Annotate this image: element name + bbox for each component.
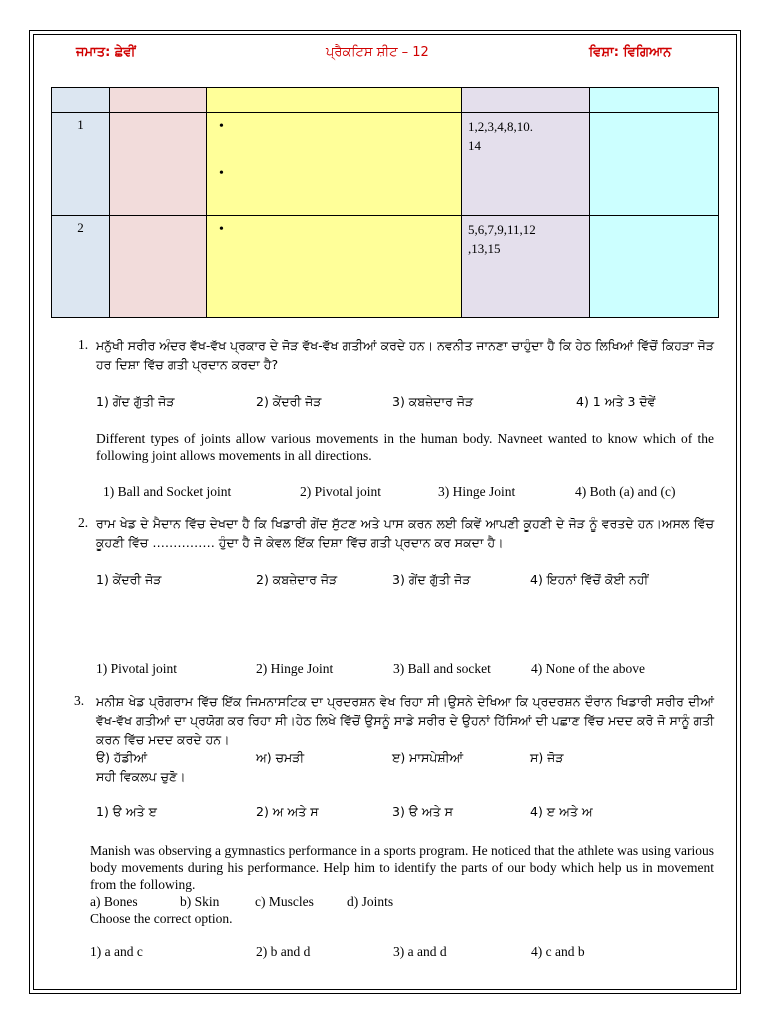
q1-pa-option-1: 1) ਗੇਂਦ ਗੁੱਤੀ ਜੋੜ (96, 394, 175, 409)
q1-en-option-4: 4) Both (a) and (c) (575, 484, 676, 499)
q3-en-option-4: 4) c and b (531, 944, 585, 959)
schedule-table (51, 87, 719, 318)
topic-cell (207, 113, 462, 216)
q3-pa-choose: ਸਹੀ ਵਿਕਲਪ ਚੁਣੋ। (96, 769, 186, 784)
row-number: 1 (52, 113, 110, 216)
q2-pa-option-3: 3) ਗੇਂਦ ਗੁੱਤੀ ਜੋੜ (392, 572, 471, 587)
question-numbers: 1,2,3,4,8,10. 14 (462, 113, 590, 216)
q3-en-option-3: 3) a and d (393, 944, 447, 959)
q3-pa-option-3: 3) ੳ ਅਤੇ ਸ (392, 804, 453, 819)
table-cell (590, 88, 719, 113)
q2-en-option-1: 1) Pivotal joint (96, 661, 177, 676)
q2-pa-option-4: 4) ਇਹਨਾਂ ਵਿੱਚੋਂ ਕੋਈ ਨਹੀਂ (530, 572, 649, 587)
q3-pa-part-4: ਸ) ਜੋੜ (530, 750, 564, 765)
table-cell (590, 113, 719, 216)
row-number: 2 (52, 216, 110, 318)
question-3-english: Manish was observing a gymnastics performance in a sports program. He noticed that the athlete was using various body movements during his performance. Help him to identify the parts of our body which help us in movement from the following. (90, 843, 714, 892)
topic-cell (207, 216, 462, 318)
q3-pa-option-1: 1) ੳ ਅਤੇ ੲ (96, 804, 157, 819)
q3-en-option-2: 2) b and d (256, 944, 311, 959)
q3-en-part-3: c) Muscles (255, 894, 314, 909)
q3-en-choose: Choose the correct option. (90, 911, 233, 926)
q3-en-part-4: d) Joints (347, 894, 394, 909)
q1-pa-option-2: 2) ਕੇਂਦਰੀ ਜੋੜ (256, 394, 322, 409)
bullet-item (213, 222, 455, 238)
q3-pa-option-4: 4) ੲ ਅਤੇ ਅ (530, 804, 593, 819)
table-cell (110, 216, 207, 318)
subject-label: ਵਿਸ਼ਾ: ਵਿਗਿਆਨ (589, 45, 672, 60)
q1-en-option-2: 2) Pivotal joint (300, 484, 381, 499)
q1-pa-option-3: 3) ਕਬਜ਼ੇਦਾਰ ਜੋੜ (392, 394, 474, 409)
question-2-punjabi: ਰਾਮ ਖੇਡ ਦੇ ਮੈਦਾਨ ਵਿੱਚ ਦੇਖਦਾ ਹੈ ਕਿ ਖਿਡਾਰੀ ਗੇਂਦ ਸੁੱਟਣ ਅਤੇ ਪਾਸ ਕਰਨ ਲਈ ਕਿਵੇਂ ਆਪਣੀ ਕੂਹਣੀ ਦੇ ਜੋੜ ਨੂੰ ਵਰਤਦੇ ਹਨ।ਅਸਲ ਵਿੱਚ ਕੂਹਣੀ ਵਿੱਚ …………… ਹੁੰਦਾ ਹੈ ਜੋ ਕੇਵਲ ਇੱਕ ਦਿਸ਼ਾ ਵਿੱਚ ਗਤੀ ਪ੍ਰਦਾਨ ਕਰ ਸਕਦਾ ਹੈ। (96, 516, 714, 550)
question-1-punjabi: ਮਨੁੱਖੀ ਸਰੀਰ ਅੰਦਰ ਵੱਖ-ਵੱਖ ਪ੍ਰਕਾਰ ਦੇ ਜੋੜ ਵੱਖ-ਵੱਖ ਗਤੀਆਂ ਕਰਦੇ ਹਨ। ਨਵਨੀਤ ਜਾਨਣਾ ਚਾਹੁੰਦਾ ਹੈ ਕਿ ਹੇਠ ਲਿਖਿਆਂ ਵਿੱਚੋਂ ਕਿਹੜਾ ਜੋੜ ਹਰ ਦਿਸ਼ਾ ਵਿੱਚ ਗਤੀ ਪ੍ਰਦਾਨ ਕਰਦਾ ਹੈ? (96, 338, 714, 372)
q2-en-option-4: 4) None of the above (531, 661, 645, 676)
table-cell (462, 88, 590, 113)
table-cell (52, 88, 110, 113)
q3-pa-part-2: ਅ) ਚਮੜੀ (256, 750, 305, 765)
table-row (52, 113, 719, 216)
q2-pa-option-1: 1) ਕੇਂਦਰੀ ਜੋੜ (96, 572, 162, 587)
bullet-item (213, 166, 455, 182)
q3-en-part-2: b) Skin (180, 894, 220, 909)
sheet-title: ਪ੍ਰੈਕਟਿਸ ਸ਼ੀਟ – 12 (326, 45, 429, 60)
question-2-number: 2. (78, 515, 89, 530)
q3-pa-part-3: ੲ) ਮਾਸਪੇਸ਼ੀਆਂ (392, 750, 464, 765)
question-3-number: 3. (74, 693, 85, 708)
table-cell (110, 113, 207, 216)
q1-pa-option-4: 4) 1 ਅਤੇ 3 ਦੋਵੇਂ (576, 394, 656, 409)
question-3-punjabi: ਮਨੀਸ਼ ਖੇਡ ਪ੍ਰੋਗਰਾਮ ਵਿੱਚ ਇੱਕ ਜਿਮਨਾਸਟਿਕ ਦਾ ਪ੍ਰਦਰਸ਼ਨ ਵੇਖ ਰਿਹਾ ਸੀ।ਉਸਨੇ ਦੇਖਿਆ ਕਿ ਪ੍ਰਦਰਸ਼ਨ ਦੌਰਾਨ ਖਿਡਾਰੀ ਸਰੀਰ ਦੀਆਂ ਵੱਖ-ਵੱਖ ਗਤੀਆਂ ਦਾ ਪ੍ਰਯੋਗ ਕਰ ਰਿਹਾ ਸੀ।ਹੇਠ ਲਿਖੇ ਵਿੱਚੋਂ ਉਸਨੂੰ ਸਾਡੇ ਸਰੀਰ ਦੇ ਉਹਨਾਂ ਹਿੱਸਿਆਂ ਦੀ ਪਛਾਣ ਵਿੱਚ ਮਦਦ ਕਰੋ ਜੋ ਸਾਨੂੰ ਗਤੀ ਕਰਨ ਵਿੱਚ ਮਦਦ ਕਰਦੇ ਹਨ। (96, 694, 714, 747)
q2-en-option-3: 3) Ball and socket (393, 661, 491, 676)
table-header-row (52, 88, 719, 113)
q1-en-option-1: 1) Ball and Socket joint (103, 484, 232, 499)
q3-pa-option-2: 2) ਅ ਅਤੇ ਸ (256, 804, 319, 819)
q1-en-option-3: 3) Hinge Joint (438, 484, 516, 499)
q3-pa-part-1: ੳ) ਹੱਡੀਆਂ (96, 750, 148, 765)
q2-pa-option-2: 2) ਕਬਜ਼ੇਦਾਰ ਜੋੜ (256, 572, 338, 587)
bullet-item (213, 119, 455, 135)
q2-en-option-2: 2) Hinge Joint (256, 661, 334, 676)
table-cell (110, 88, 207, 113)
table-row (52, 216, 719, 318)
q3-en-part-1: a) Bones (90, 894, 138, 909)
question-1-english: Different types of joints allow various movements in the human body. Navneet wanted to know which of the following joint allows movements in all directions. (96, 431, 714, 463)
q3-en-option-1: 1) a and c (90, 944, 143, 959)
table-cell (207, 88, 462, 113)
question-numbers: 5,6,7,9,11,12 ,13,15 (462, 216, 590, 318)
class-label: ਜਮਾਤ: ਛੇਵੀਂ (76, 45, 136, 60)
table-cell (590, 216, 719, 318)
question-1-number: 1. (78, 337, 89, 352)
